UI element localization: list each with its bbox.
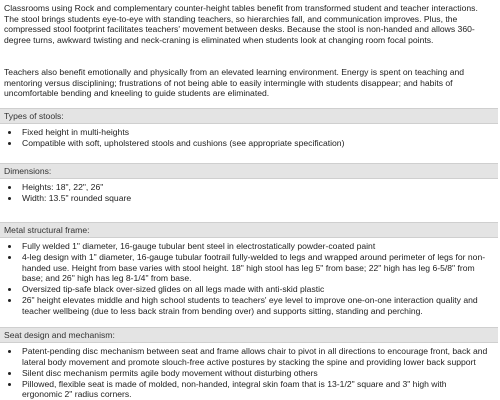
bullet-list [0, 343, 498, 400]
intro-paragraph-2: Teachers also benefit emotionally and physically from an elevated learning environment. Energy is spent on teaching and mentoring versus disciplining; frustrations of not being able to easily intermingle with students disappear; and habits of uncomfortable bending and kneeling to guide students are eliminated. [4, 67, 465, 99]
intro-paragraph-1: Classrooms using Rock and complementary counter-height tables benefit from transformed student and teacher interactions. The stool brings students eye-to-eye with standing teachers, so hierarchies fall, and communication improves. Plus, the compressed stool footprint facilitates teachers' movement between desks. Because the stool is non-handed and allows 360-degree turns, awkward twisting and neck-craning is eliminated when students look at changing room focal points. [4, 3, 478, 45]
list-item: Oversized tip-safe black over-sized glides on all legs made with anti-skid plastic [0, 284, 498, 295]
section-header: Dimensions: [0, 163, 498, 179]
bullet-list [0, 179, 498, 204]
section-types-of-stools [0, 108, 498, 149]
section-dimensions [0, 163, 498, 204]
list-item: Heights: 18", 22", 26" [0, 182, 498, 193]
section-header: Metal structural frame: [0, 222, 498, 238]
section-header: Seat design and mechanism: [0, 327, 498, 343]
bullet-list [0, 124, 498, 149]
section-header: Types of stools: [0, 108, 498, 124]
list-item: Patent-pending disc mechanism between seat and frame allows chair to pivot in all directions to encourage front, back and lateral body movement and promote slouch-free active postures by stacking the spine and providing lower back support [0, 346, 498, 367]
list-item: Fully welded 1" diameter, 16-gauge tubular bent steel in electrostatically powder-coated paint [0, 241, 498, 252]
section-metal-frame [0, 222, 498, 317]
list-item: Compatible with soft, upholstered stools and cushions (see appropriate specification) [0, 138, 498, 149]
list-item: 4-leg design with 1" diameter, 16-gauge tubular footrail fully-welded to legs and wrapped around perimeter of legs for non-handed use. Height from base varies with stool height. 18" high stool has leg 5" from base; 22" high has leg 6-5/8" from base; and 26" high has leg 8-1/4" from base. [0, 252, 498, 284]
list-item: Fixed height in multi-heights [0, 127, 498, 138]
list-item: 26" height elevates middle and high school students to teachers' eye level to improve one-on-one interaction quality and teacher wellbeing (due to less back strain from bending over) and supports sitting, standing and perching. [0, 295, 498, 316]
list-item: Pillowed, flexible seat is made of molded, non-handed, integral skin foam that is 13-1/2" square and 3" high with ergonomic 2" radius corners. [0, 379, 498, 400]
list-item: Width: 13.5" rounded square [0, 193, 498, 204]
section-seat-design [0, 327, 498, 400]
list-item: Silent disc mechanism permits agile body movement without disturbing others [0, 368, 498, 379]
bullet-list [0, 238, 498, 317]
